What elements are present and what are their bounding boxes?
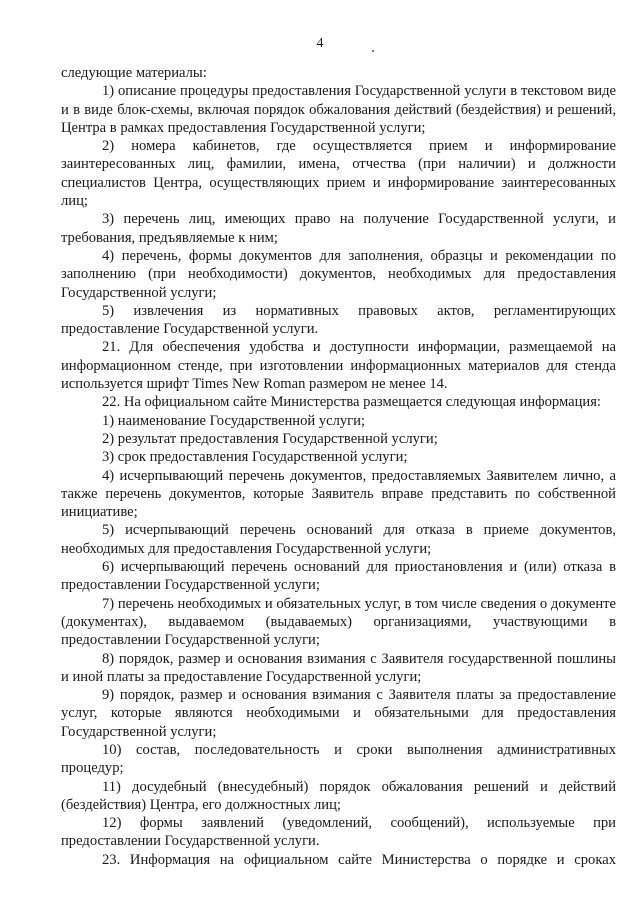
paragraph-list-item: 5) исчерпывающий перечень оснований для отказа в приеме документов, необходимых для предоставления Государственной услуги; [61, 522, 616, 557]
paragraph-clause-22: 22. На официальном сайте Министерства размещается следующая информация: [102, 394, 601, 411]
paragraph-list-item: 2) результат предоставления Государственной услуги; [102, 430, 438, 447]
paragraph-list-item: 6) исчерпывающий перечень оснований для приостановления и (или) отказа в предоставлении Государственной услуги; [61, 559, 616, 594]
paragraph: следующие материалы: [61, 65, 207, 81]
paragraph-list-item: 1) описание процедуры предоставления Государственной услуги в текстовом виде и в виде блок-схемы, включая порядок обжалования действий (бездействия) и решений, Центра в рамках предоставления Государственной услуги; [61, 83, 616, 136]
paragraph-list-item: 12) формы заявлений (уведомлений, сообщений), используемые при предоставлении Государственной услуги. [61, 815, 616, 850]
paragraph-list-item: 8) порядок, размер и основания взимания с Заявителя государственной пошлины и иной платы за предоставление Государственной услуги; [61, 650, 616, 685]
paragraph-list-item: 10) состав, последовательность и сроки выполнения административных процедур; [61, 741, 616, 777]
paragraph-list-item: 1) наименование Государственной услуги; [102, 412, 366, 429]
paragraph-list-item: 4) исчерпывающий перечень документов, предоставляемых Заявителем лично, а также перечень документов, которые Заявитель вправе представить по собственной инициативе; [61, 467, 616, 521]
paragraph-list-item: 4) перечень, формы документов для заполнения, образцы и рекомендации по заполнению (при необходимости) документов, необходимых для предоставления Государственной услуги; [61, 247, 616, 301]
paragraph-list-item: 9) порядок, размер и основания взимания с Заявителя платы за предоставление услуг, которые являются необходимыми и обязательными для предоставления Государственной услуги; [61, 687, 616, 740]
paragraph-list-item: 11) досудебный (внесудебный) порядок обжалования решений и действий (бездействия) Центра, его должностных лиц; [61, 778, 616, 813]
paragraph-clause-21: 21. Для обеспечения удобства и доступности информации, размещаемой на информационном стенде, при изготовлении информационных материалов для стенда используется шрифт Times New Roman размером не менее 14. [61, 339, 616, 393]
document-body [61, 64, 616, 869]
paragraph-list-item: 3) срок предоставления Государственной услуги; [102, 449, 408, 466]
paragraph-list-item: 2) номера кабинетов, где осуществляется прием и информирование заинтересованных лиц, фамилии, имена, отчества (при наличии) и должности специалистов Центра, осуществляющих прием и информирование заинтересованных лиц; [61, 138, 616, 210]
paragraph-list-item: 5) извлечения из нормативных правовых актов, регламентирующих предоставление Государственной услуги. [61, 302, 616, 338]
scan-speck [372, 50, 374, 52]
paragraph-list-item: 3) перечень лиц, имеющих право на получение Государственной услуги, и требования, предъявляемые к ним; [61, 211, 616, 246]
page-number: 4 [316, 36, 324, 51]
paragraph-clause-23: 23. Информация на официальном сайте Министерства о порядке и сроках [102, 851, 616, 868]
paragraph-list-item: 7) перечень необходимых и обязательных услуг, в том числе сведения о документе (документах), выдаваемом (выдаваемых) организациями, участвующими в предоставлении Государственной услуги; [61, 595, 616, 649]
